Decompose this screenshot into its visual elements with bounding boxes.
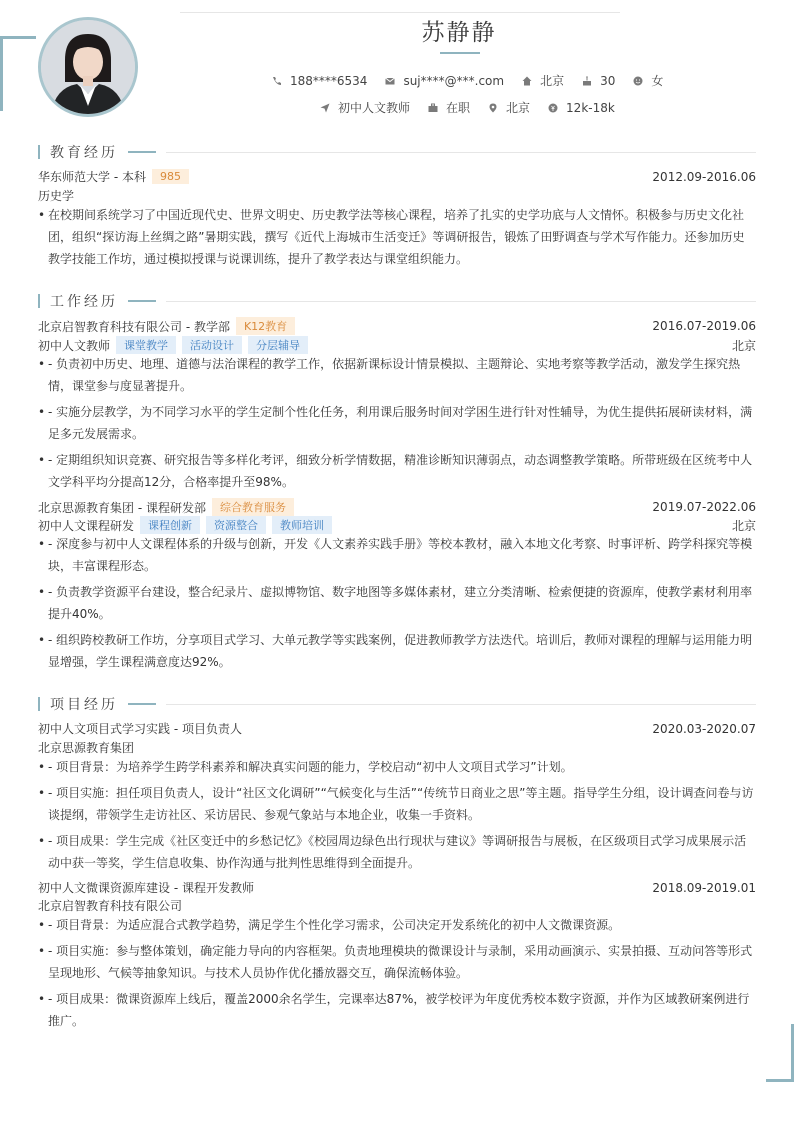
project-period: 2018.09-2019.01	[652, 880, 756, 895]
section-marker	[38, 294, 40, 308]
smiley-icon	[633, 76, 643, 86]
section-marker	[38, 145, 40, 159]
salary-value: 12k-18k	[566, 100, 615, 115]
age-value: 30	[600, 73, 616, 88]
phone-icon	[272, 76, 282, 86]
status-item	[428, 99, 470, 116]
project-org-line	[38, 897, 756, 914]
project-item: • - 项目背景：为适应混合式教学趋势，满足学生个性化学习需求，公司决定开发系统化的初中人文微课资源。	[38, 914, 756, 936]
work-entry-header	[38, 317, 756, 335]
age-item	[582, 74, 615, 88]
project-entry-header	[38, 879, 756, 896]
gender-value: 女	[651, 74, 664, 88]
send-icon	[320, 103, 330, 113]
phone-item	[272, 74, 367, 88]
work-duty-item: • - 深度参与初中人文课程体系的升级与创新，开发《人文素养实践手册》等校本教材，融入本地文化考察、时事评析、跨学科探究等模块，丰富课程形态。	[38, 533, 756, 577]
position-value: 初中人文教师	[338, 101, 411, 115]
skill-tag: 活动设计	[182, 336, 242, 354]
school-name: 华东师范大学 - 本科	[38, 170, 146, 184]
phone-number: 188****6534	[290, 73, 368, 88]
section-accent-line	[128, 300, 156, 302]
cake-icon	[582, 76, 592, 86]
salary-item	[548, 101, 615, 115]
name-underline	[440, 52, 480, 54]
section-divider	[166, 152, 756, 153]
work-period: 2019.07-2022.06	[652, 500, 756, 514]
section-divider	[166, 704, 756, 705]
work-entry-header	[38, 498, 756, 516]
industry-tag: 综合教育服务	[212, 498, 294, 516]
email-item	[385, 74, 504, 88]
mail-icon	[385, 76, 395, 86]
work-duty-item: • - 负责初中历史、地理、道德与法治课程的教学工作，依据新课标设计情景模拟、主题辩论、实地考察等教学活动，激发学生探究热情，课堂参与度显著提升。	[38, 353, 756, 397]
status-value: 在职	[446, 101, 471, 115]
corner-decoration-bottom-right	[766, 1024, 794, 1082]
project-period: 2020.03-2020.07	[652, 721, 756, 736]
project-org-line	[38, 739, 756, 756]
work-city: 北京	[731, 338, 756, 353]
section-marker	[38, 697, 40, 711]
location-item	[488, 99, 530, 116]
gender-item	[633, 72, 663, 89]
work-role-line	[38, 516, 756, 534]
email-address: suj****@***.com	[403, 73, 505, 88]
section-divider	[166, 301, 756, 302]
project-organization: 北京启智教育科技有限公司	[38, 899, 183, 913]
section-accent-line	[128, 151, 156, 153]
contact-row	[272, 72, 681, 89]
job-intent-row	[320, 99, 633, 116]
project-title: 初中人文项目式学习实践 - 项目负责人	[38, 722, 242, 736]
industry-tag: K12教育	[236, 317, 295, 335]
company-name: 北京启智教育科技有限公司 - 教学部	[38, 319, 230, 334]
skill-tag: 教师培训	[272, 516, 332, 534]
project-item: • - 项目实施：担任项目负责人，设计“社区文化调研”“气候变化与生活”“传统节日商业之思”等主题。指导学生分组，设计调查问卷与访谈提纲，带领学生走访社区、采访居民、参观气象站与本地企业，收集一手资料。	[38, 782, 756, 826]
briefcase-icon	[428, 103, 438, 113]
skill-tag: 课堂教学	[116, 336, 176, 354]
candidate-name: 苏静静	[421, 20, 497, 46]
money-icon	[548, 103, 558, 113]
school-tag: 985	[152, 169, 189, 184]
education-section-title: 教育经历	[50, 145, 118, 161]
project-organization: 北京思源教育集团	[38, 741, 135, 755]
work-duty-item: • - 实施分层教学，为不同学习水平的学生定制个性化任务，利用课后服务时间对学困生进行针对性辅导，为优生提供拓展研读材料，满足多元发展需求。	[38, 401, 756, 445]
project-section-header	[38, 694, 756, 714]
work-city: 北京	[731, 518, 756, 533]
work-duty-item: • - 定期组织知识竞赛、研究报告等多样化考评，细致分析学情数据，精准诊断知识薄弱点，动态调整教学策略。所带班级在区统考中人文学科平均分提高12分，合格率提升至98%。	[38, 449, 756, 493]
work-period: 2016.07-2019.06	[652, 319, 756, 333]
company-name: 北京思源教育集团 - 课程研发部	[38, 500, 206, 515]
education-description: • 在校期间系统学习了中国近现代史、世界文明史、历史教学法等核心课程，培养了扎实的史学功底与人文情怀。积极参与历史文化社团，组织“探访海上丝绸之路”暑期实践，撰写《近代上海城市生活变迁》等调研报告，锻炼了田野调查与学术写作能力。还参加历史教学技能工作坊，通过模拟授课与说课训练，提升了教学表达与课堂组织能力。	[38, 204, 756, 270]
home-icon	[522, 76, 532, 86]
project-item: • - 项目背景：为培养学生跨学科素养和解决真实问题的能力，学校启动“初中人文项目式学习”计划。	[38, 756, 756, 778]
education-entry-header	[38, 168, 756, 185]
position-item	[320, 99, 410, 116]
location-value: 北京	[506, 101, 531, 115]
job-role: 初中人文课程研发	[38, 518, 135, 533]
project-item: • - 项目成果：学生完成《社区变迁中的乡愁记忆》《校园周边绿色出行现状与建议》等调研报告与展板，在区级项目式学习成果展示活动中获一等奖，学生信息收集、协作沟通与批判性思维得到全面提升。	[38, 830, 756, 874]
project-item: • - 项目实施：参与整体策划，确定能力导向的内容框架。负责地理模块的微课设计与录制，采用动画演示、实景拍摄、互动问答等形式呈现地形、气候等抽象知识。与技术人员协作优化播放器交互，确保流畅体验。	[38, 940, 756, 984]
work-duty-item: • - 组织跨校教研工作坊，分享项目式学习、大单元教学等实践案例，促进教师教学方法迭代。培训后，教师对课程的理解与运用能力明显增强，学生课程满意度达92%。	[38, 629, 756, 673]
city-value: 北京	[540, 74, 565, 88]
corner-decoration-top-left	[0, 36, 36, 111]
section-accent-line	[128, 703, 156, 705]
work-duty-item: • - 负责教学资源平台建设，整合纪录片、虚拟博物馆、数字地图等多媒体素材，建立分类清晰、检索便捷的资源库，使教学素材利用率提升40%。	[38, 581, 756, 625]
work-role-line	[38, 336, 756, 354]
project-title: 初中人文微课资源库建设 - 课程开发教师	[38, 881, 254, 895]
major-line	[38, 187, 756, 204]
skill-tag: 分层辅导	[248, 336, 308, 354]
job-role: 初中人文教师	[38, 338, 111, 353]
skill-tag: 课程创新	[140, 516, 200, 534]
project-item: • - 项目成果：微课资源库上线后，覆盖2000余名学生，完课率达87%，被学校评为年度优秀校本数字资源，并作为区域教研案例进行推广。	[38, 988, 756, 1032]
project-entry-header	[38, 720, 756, 737]
city-item	[522, 72, 564, 89]
location-pin-icon	[488, 103, 498, 113]
major-name: 历史学	[38, 189, 75, 203]
skill-tag: 资源整合	[206, 516, 266, 534]
work-section-header	[38, 291, 756, 311]
education-period: 2012.09-2016.06	[652, 169, 756, 184]
education-section-header	[38, 142, 756, 162]
top-divider	[180, 12, 620, 13]
project-section-title: 项目经历	[50, 697, 118, 713]
work-section-title: 工作经历	[50, 294, 118, 310]
